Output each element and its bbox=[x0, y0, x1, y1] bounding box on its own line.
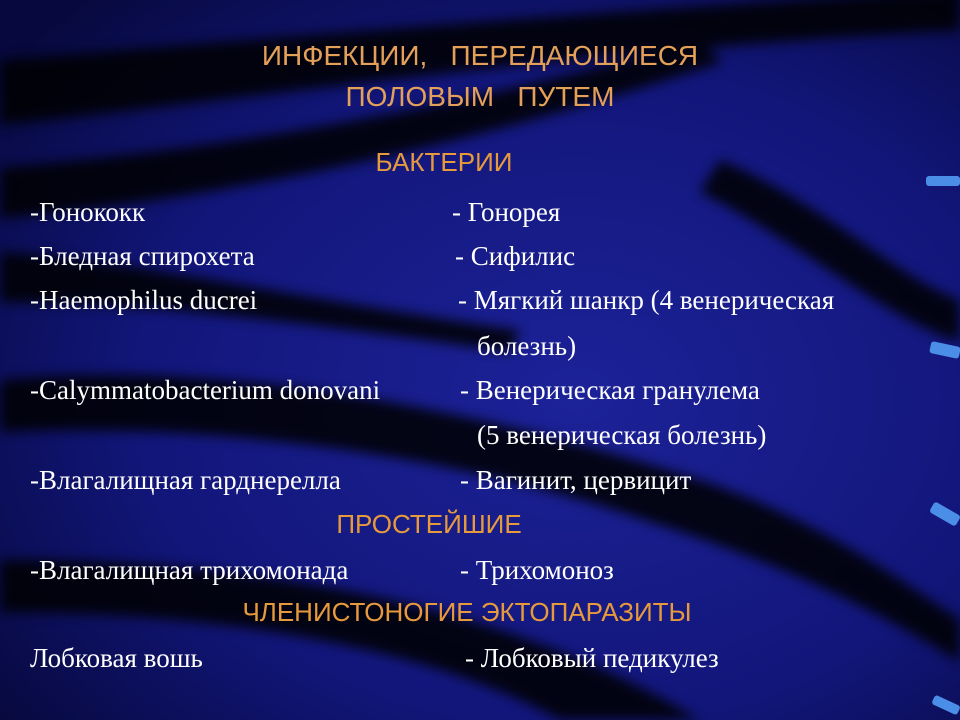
section-heading-protozoa: ПРОСТЕЙШИЕ bbox=[336, 509, 522, 539]
disease-label: - Вагинит, цервицит bbox=[460, 465, 692, 495]
disease-label: - Мягкий шанкр (4 венерическая bbox=[458, 285, 835, 315]
section-heading-ectoparasites: ЧЛЕНИСТОНОГИЕ ЭКТОПАРАЗИТЫ bbox=[242, 597, 692, 627]
agent-label: Лобковая вошь bbox=[30, 643, 203, 673]
disease-label-continued: (5 венерическая болезнь) bbox=[477, 420, 767, 450]
section-heading-bacteria: БАКТЕРИИ bbox=[375, 147, 513, 177]
slide-title-line2: ПОЛОВЫМ ПУТЕМ bbox=[345, 81, 615, 112]
agent-label: -Бледная спирохета bbox=[30, 241, 255, 271]
disease-label: - Лобковый педикулез bbox=[465, 643, 719, 673]
agent-label: -Гонококк bbox=[30, 197, 146, 227]
disease-label-continued: болезнь) bbox=[477, 331, 577, 361]
agent-label: -Haemophilus ducrei bbox=[30, 285, 258, 315]
disease-label: - Венерическая гранулема bbox=[460, 375, 760, 405]
agent-label: -Влагалищная гарднерелла bbox=[30, 465, 341, 495]
disease-label: - Гонорея bbox=[452, 197, 561, 227]
disease-label: - Сифилис bbox=[455, 241, 576, 271]
agent-label: -Calymmatobacterium donovani bbox=[30, 375, 381, 405]
decor-dash bbox=[926, 176, 960, 186]
agent-label: -Влагалищная трихомонада bbox=[30, 555, 349, 585]
disease-label: - Трихомоноз bbox=[460, 555, 614, 585]
slide-title-line1: ИНФЕКЦИИ, ПЕРЕДАЮЩИЕСЯ bbox=[261, 40, 699, 71]
